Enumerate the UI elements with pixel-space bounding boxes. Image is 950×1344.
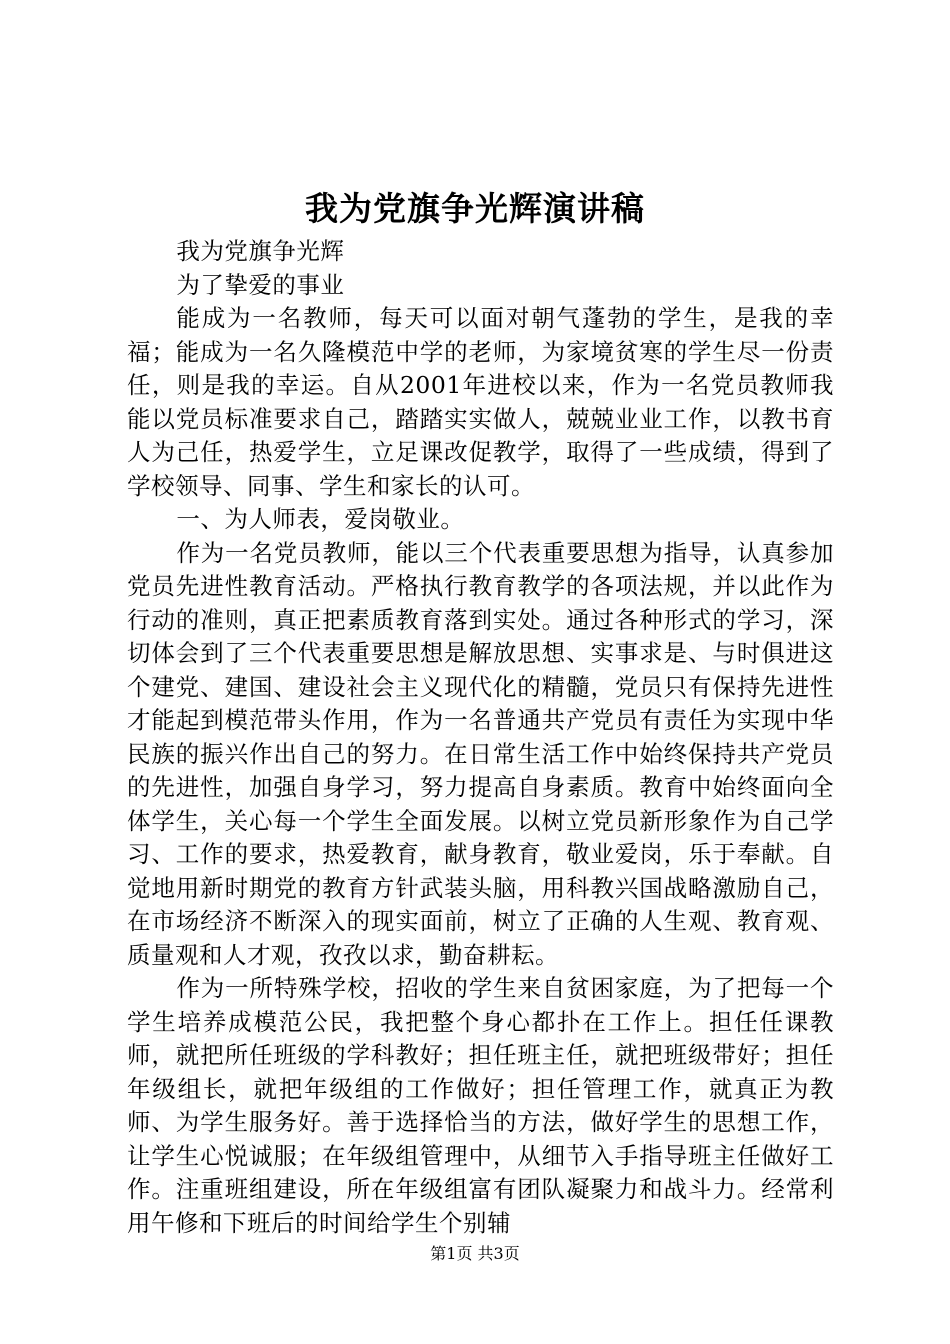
document-body <box>127 235 834 1240</box>
paragraph: 为了挚爱的事业 <box>176 270 345 299</box>
page-number-footer: 第1页 共3页 <box>430 1244 520 1263</box>
paragraph: 作为一名党员教师，能以三个代表重要思想为指导，认真参加党员先进性教育活动。严格执行教育教学的各项法规，并以此作为行动的准则，真正把素质教育落到实处。通过各种形式的学习，深切体会到了三个代表重要思想是解放思想、实事求是、与时俱进这个建党、建国、建设社会主义现代化的精髓，党员只有保持先进性才能起到模范带头作用，作为一名普通共产党员有责任为实现中华民族的振兴作出自己的努力。在日常生活工作中始终保持共产党员的先进性，加强自身学习，努力提高自身素质。教育中始终面向全体学生，关心每一个学生全面发展。以树立党员新形象作为自己学习、工作的要求，热爱教育，献身教育，敬业爱岗，乐于奉献。自觉地用新时期党的教育方针武装头脑，用科教兴国战略激励自己，在市场经济不断深入的现实面前，树立了正确的人生观、教育观、质量观和人才观，孜孜以求，勤奋耕耘。 <box>127 538 834 969</box>
paragraph: 我为党旗争光辉 <box>176 237 345 265</box>
section-heading: 一、为人师表，爱岗敬业。 <box>176 505 465 533</box>
paragraph: 作为一所特殊学校，招收的学生来自贫困家庭，为了把每一个学生培养成模范公民，我把整个身心都扑在工作上。担任任课教师，就把所任班级的学科教好；担任班主任，就把班级带好；担任年级组长，就把年级组的工作做好；担任管理工作，就真正为教师、为学生服务好。善于选择恰当的方法，做好学生的思想工作，让学生心悦诚服；在年级组管理中，从细节入手指导班主任做好工作。注重班组建设，所在年级组富有团队凝聚力和战斗力。经常利用午修和下班后的时间给学生个别辅 <box>127 974 834 1237</box>
paragraph: 能成为一名教师，每天可以面对朝气蓬勃的学生，是我的幸福；能成为一名久隆模范中学的老师，为家境贫寒的学生尽一份责任，则是我的幸运。自从2001年进校以来，作为一名党员教师我能以党员标准要求自己，踏踏实实做人，兢兢业业工作，以教书育人为己任，热爱学生，立足课改促教学，取得了一些成绩，得到了学校领导、同事、学生和家长的认可。 <box>127 304 834 500</box>
document-title: 我为党旗争光辉演讲稿 <box>305 189 645 228</box>
